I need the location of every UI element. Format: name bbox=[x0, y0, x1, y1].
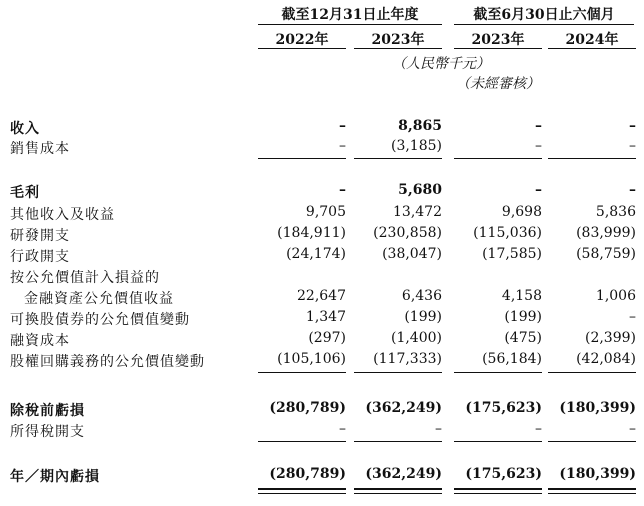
year-header: 2024年 bbox=[565, 32, 619, 48]
header-rule bbox=[258, 24, 442, 25]
cell-value: – bbox=[629, 309, 636, 325]
unit-note: （人民幣千元） bbox=[392, 56, 490, 72]
cell-value: – bbox=[339, 421, 346, 437]
cell-value: – bbox=[535, 421, 542, 437]
cell-value: 1,347 bbox=[305, 309, 346, 325]
cell-value: (230,858) bbox=[373, 225, 442, 241]
total-double-rule bbox=[548, 493, 636, 494]
cell-value: – bbox=[339, 118, 346, 134]
year-rule bbox=[548, 48, 636, 49]
cell-value: 4,158 bbox=[501, 288, 542, 304]
subtotal-rule bbox=[454, 372, 542, 373]
row-label: 收入 bbox=[10, 121, 40, 137]
cell-value: 9,705 bbox=[305, 204, 346, 220]
row-label: 除稅前虧損 bbox=[10, 403, 85, 419]
subtotal-rule bbox=[548, 158, 636, 159]
row-label: 股權回購義務的公允價值變動 bbox=[10, 354, 205, 370]
row-label: 銷售成本 bbox=[10, 141, 70, 157]
cell-value: (280,789) bbox=[269, 466, 346, 482]
cell-value: (180,399) bbox=[559, 466, 636, 482]
cell-value: (475) bbox=[504, 330, 542, 346]
row-label: 融資成本 bbox=[10, 333, 70, 349]
cell-value: (17,585) bbox=[482, 246, 542, 262]
unaudited-note: （未經審核） bbox=[456, 76, 540, 92]
header-group-annual: 截至12月31日止年度 bbox=[281, 7, 419, 23]
cell-value: (180,399) bbox=[559, 400, 636, 416]
subtotal-rule bbox=[258, 372, 346, 373]
cell-value: – bbox=[629, 182, 636, 198]
row-label: 年／期內虧損 bbox=[10, 469, 100, 485]
subtotal-rule bbox=[258, 441, 346, 442]
cell-value: (83,999) bbox=[576, 225, 636, 241]
cell-value: (117,333) bbox=[373, 351, 442, 367]
cell-value: – bbox=[535, 118, 542, 134]
year-rule bbox=[258, 48, 346, 49]
row-label: 毛利 bbox=[10, 185, 40, 201]
header-group-interim: 截至6月30日止六個月 bbox=[473, 7, 615, 23]
cell-value: – bbox=[535, 182, 542, 198]
cell-value: (199) bbox=[504, 309, 542, 325]
subtotal-rule bbox=[354, 158, 442, 159]
year-header: 2023年 bbox=[471, 32, 525, 48]
total-double-rule bbox=[454, 488, 542, 490]
cell-value: (38,047) bbox=[382, 246, 442, 262]
subtotal-rule bbox=[454, 158, 542, 159]
cell-value: – bbox=[435, 421, 442, 437]
subtotal-rule bbox=[454, 441, 542, 442]
row-label: 可換股債券的公允價值變動 bbox=[10, 312, 190, 328]
cell-value: 5,836 bbox=[595, 204, 636, 220]
cell-value: (297) bbox=[308, 330, 346, 346]
total-double-rule bbox=[454, 493, 542, 494]
cell-value: – bbox=[535, 138, 542, 154]
total-double-rule bbox=[354, 488, 442, 490]
year-header: 2022年 bbox=[275, 32, 329, 48]
row-label: 行政開支 bbox=[10, 249, 70, 265]
cell-value: (199) bbox=[404, 309, 442, 325]
cell-value: 6,436 bbox=[401, 288, 442, 304]
cell-value: (2,399) bbox=[584, 330, 636, 346]
total-double-rule bbox=[548, 488, 636, 490]
cell-value: (175,623) bbox=[465, 466, 542, 482]
total-double-rule bbox=[354, 493, 442, 494]
cell-value: (3,185) bbox=[390, 138, 442, 154]
cell-value: 1,006 bbox=[595, 288, 636, 304]
cell-value: (42,084) bbox=[576, 351, 636, 367]
row-label: 其他收入及收益 bbox=[10, 207, 115, 223]
cell-value: 5,680 bbox=[398, 182, 442, 198]
cell-value: – bbox=[339, 138, 346, 154]
subtotal-rule bbox=[354, 441, 442, 442]
row-label: 所得稅開支 bbox=[10, 424, 85, 440]
year-rule bbox=[454, 48, 542, 49]
cell-value: – bbox=[629, 138, 636, 154]
row-label: 金融資產公允價值收益 bbox=[24, 291, 174, 307]
cell-value: 22,647 bbox=[297, 288, 346, 304]
cell-value: 8,865 bbox=[398, 118, 442, 134]
row-label: 研發開支 bbox=[10, 228, 70, 244]
subtotal-rule bbox=[548, 441, 636, 442]
cell-value: – bbox=[339, 182, 346, 198]
header-rule bbox=[454, 24, 634, 25]
cell-value: – bbox=[629, 421, 636, 437]
cell-value: (105,106) bbox=[277, 351, 346, 367]
year-header: 2023年 bbox=[371, 32, 425, 48]
cell-value: (24,174) bbox=[286, 246, 346, 262]
cell-value: (56,184) bbox=[482, 351, 542, 367]
cell-value: (175,623) bbox=[465, 400, 542, 416]
cell-value: – bbox=[629, 118, 636, 134]
cell-value: (362,249) bbox=[365, 466, 442, 482]
cell-value: 13,472 bbox=[393, 204, 442, 220]
cell-value: (280,789) bbox=[269, 400, 346, 416]
subtotal-rule bbox=[548, 372, 636, 373]
total-double-rule bbox=[258, 488, 346, 490]
subtotal-rule bbox=[258, 158, 346, 159]
subtotal-rule bbox=[354, 372, 442, 373]
total-double-rule bbox=[258, 493, 346, 494]
cell-value: (58,759) bbox=[576, 246, 636, 262]
cell-value: 9,698 bbox=[501, 204, 542, 220]
row-label: 按公允價值計入損益的 bbox=[10, 270, 160, 286]
cell-value: (1,400) bbox=[390, 330, 442, 346]
year-rule bbox=[354, 48, 442, 49]
cell-value: (362,249) bbox=[365, 400, 442, 416]
cell-value: (184,911) bbox=[277, 225, 346, 241]
cell-value: (115,036) bbox=[473, 225, 542, 241]
